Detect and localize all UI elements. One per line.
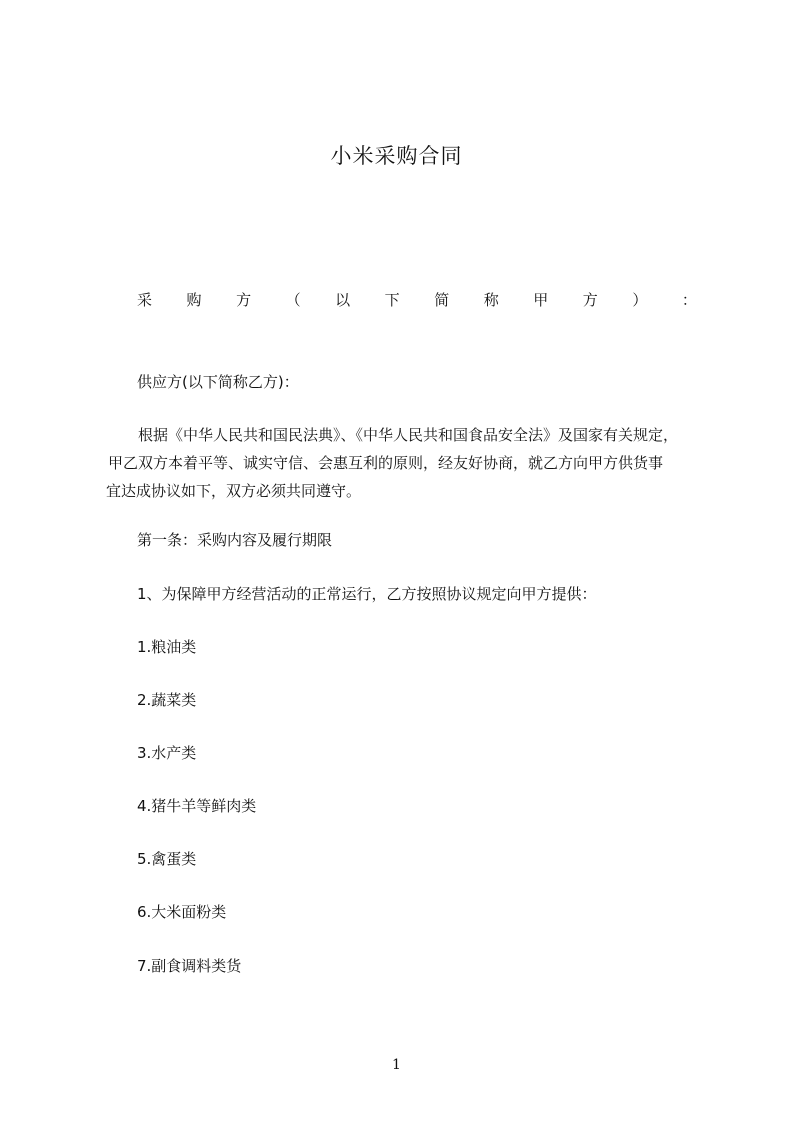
buyer-char: 称 [483,291,499,309]
intro-line: 根据《中华人民共和国民法典》、《中华人民共和国食品安全法》及国家有关规定， [138,426,679,444]
buyer-char: 购 [186,291,202,309]
buyer-char: 采 [137,291,153,309]
list-item: 7.副食调料类货 [137,957,242,975]
list-item: 3.水产类 [137,744,197,762]
buyer-char: 方 [582,291,598,309]
article-1-heading: 第一条：采购内容及履行期限 [137,531,333,549]
list-item: 4.猪牛羊等鲜肉类 [137,797,257,815]
intro-paragraph [106,421,706,505]
buyer-char: 甲 [533,291,549,309]
buyer-char: ） [632,291,648,309]
page-number: 1 [392,1057,401,1073]
buyer-char: 下 [384,291,400,309]
list-item: 2.蔬菜类 [137,691,197,709]
list-item: 6.大米面粉类 [137,903,227,921]
buyer-line [137,290,697,310]
supplier-line: 供应方(以下简称乙方)： [137,373,299,391]
buyer-char: ： [681,291,697,309]
document-title: 小米采购合同 [330,144,463,168]
buyer-char: 方 [236,291,252,309]
clause-1: 1、为保障甲方经营活动的正常运行，乙方按照协议规定向甲方提供： [137,585,597,603]
list-item: 1.粮油类 [137,638,197,656]
buyer-char: 简 [434,291,450,309]
list-item: 5.禽蛋类 [137,850,197,868]
buyer-char: （ [285,291,301,309]
buyer-char: 以 [335,291,351,309]
intro-line: 甲乙双方本着平等、诚实守信、会惠互利的原则，经友好协商，就乙方向甲方供货事 [108,454,664,472]
intro-line: 宜达成协议如下，双方必须共同遵守。 [106,482,362,500]
